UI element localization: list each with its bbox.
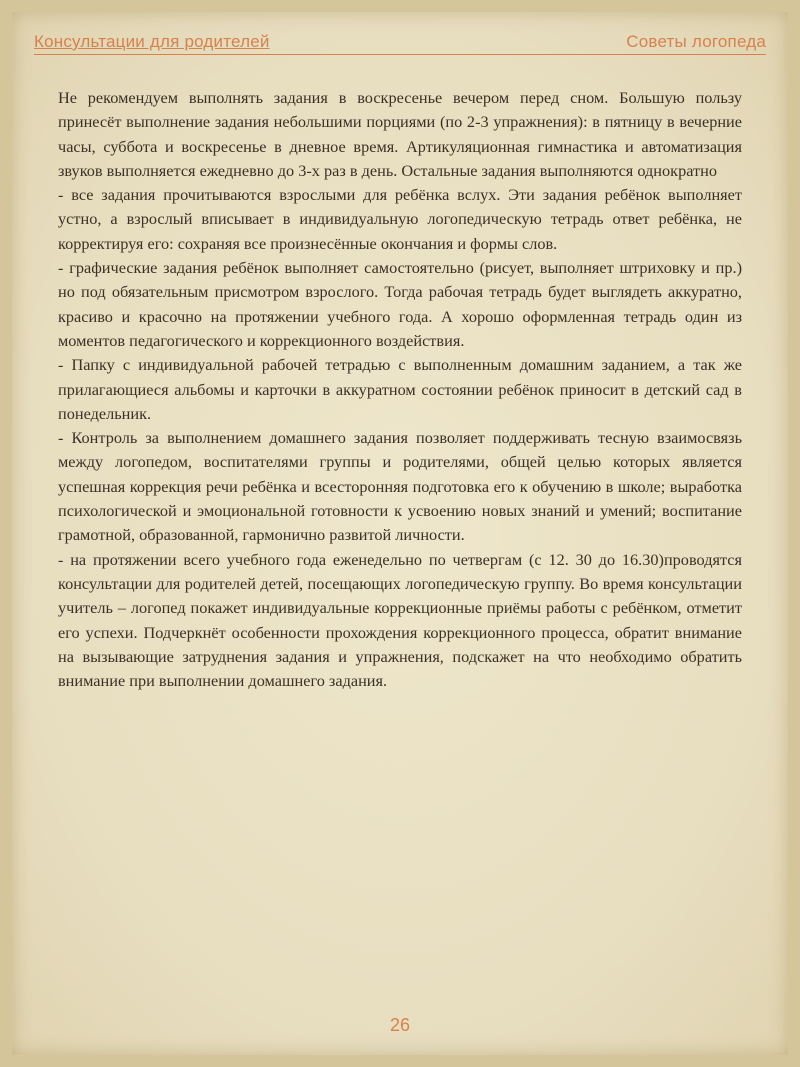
page-number: 26 — [389, 1015, 411, 1035]
paragraph-intro: Не рекомендуем выполнять задания в воскресенье вечером перед сном. Большую пользу принесёт выполнение задания небольшими порциями (по 2-3 упражнения): в пятницу в вечерние часы, суббота и воскресенье в дневное время. Артикуляционная гимнастика и автоматизация звуков выполняется ежедневно до 3-х раз в день. Остальные задания выполняются однократно — [58, 88, 742, 180]
paragraph-control: - Контроль за выполнением домашнего задания позволяет поддерживать тесную взаимосвязь между логопедом, воспитателями группы и родителями, общей целью которых является успешная коррекция речи ребёнка и всесторонняя подготовка его к обучению в школе; выработка психологической и эмоциональной готовности к усвоению новых знаний и умений; воспитание грамотной, образованной, гармонично развитой личности. — [58, 428, 742, 545]
paragraph-folder: - Папку с индивидуальной рабочей тетрадью с выполненным домашним заданием, а так же прилагающиеся альбомы и карточки в аккуратном состоянии ребёнок приносит в детский сад в понедельник. — [58, 355, 742, 423]
main-text — [58, 86, 742, 693]
paragraph-oral-tasks: - все задания прочитываются взрослыми для ребёнка вслух. Эти задания ребёнок выполняет устно, а взрослый вписывает в индивидуальную логопедическую тетрадь ответ ребёнка, не корректируя его: сохраняя все произнесённые окончания и формы слов. — [58, 185, 742, 253]
header-title-left[interactable]: Консультации для родителей — [34, 32, 270, 51]
slide-header — [34, 28, 766, 55]
paragraph-consultations: - на протяжении всего учебного года еженедельно по четвергам (с 12. 30 до 16.30)проводятся консультации для родителей детей, посещающих логопедическую группу. Во время консультации учитель – логопед покажет индивидуальные коррекционные приёмы работы с ребёнком, отметит его успехи. Подчеркнёт особенности прохождения коррекционного процесса, обратит внимание на вызывающие затруднения задания и упражнения, подскажет на что необходимо обратить внимание при выполнении домашнего задания. — [58, 549, 742, 691]
paragraph-graphic-tasks: - графические задания ребёнок выполняет самостоятельно (рисует, выполняет штриховку и пр.) но под обязательным присмотром взрослого. Тогда рабочая тетрадь будет выглядеть аккуратно, красиво и красочно на протяжении учебного года. А хорошо оформленная тетрадь один из моментов педагогического и коррекционного воздействия. — [58, 258, 742, 350]
header-title-right: Советы логопеда — [626, 32, 766, 51]
